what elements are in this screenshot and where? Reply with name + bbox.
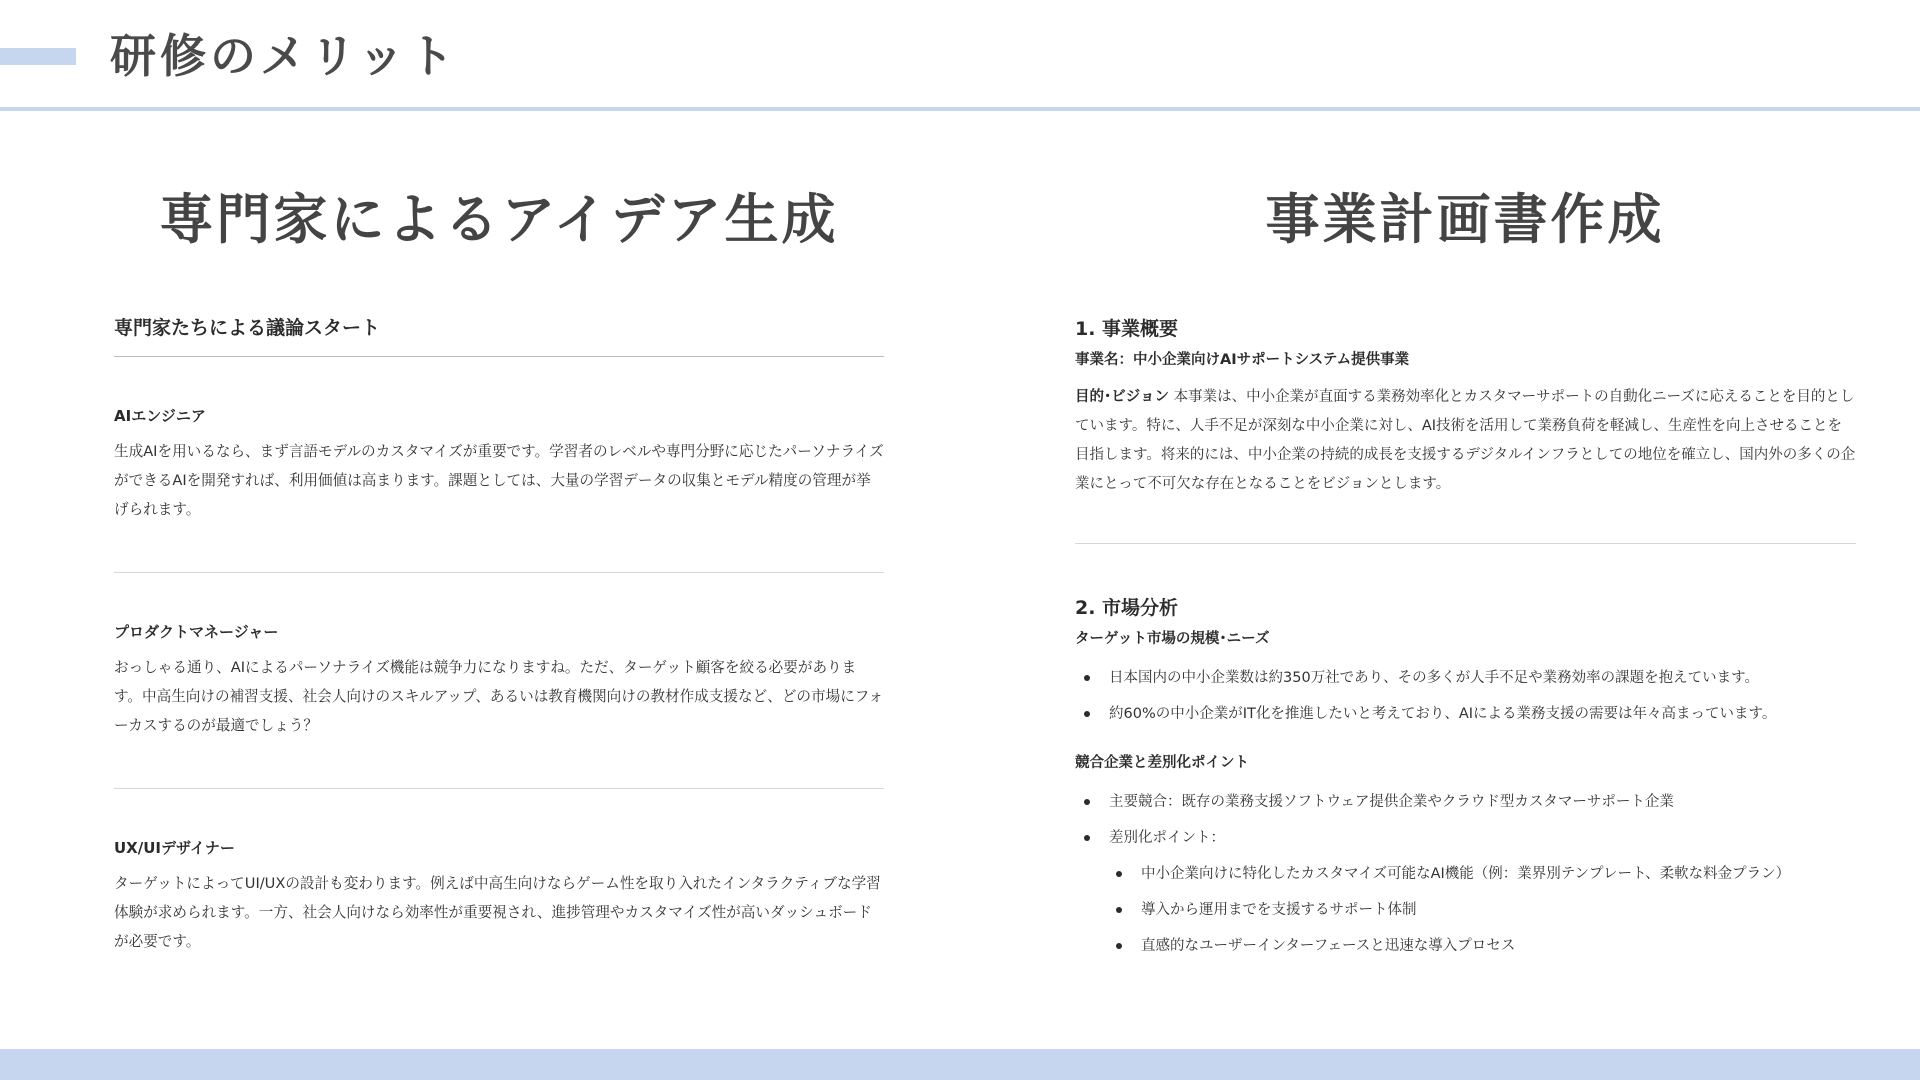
expert-name: AIエンジニア	[114, 407, 206, 425]
expert-name: プロダクトマネージャー	[114, 623, 279, 641]
business-name: 事業名：中小企業向けAIサポートシステム提供事業	[1075, 352, 1410, 368]
expert-text: ターゲットによってUI/UXの設計も変わります。例えば中高生向けならゲーム性を取り入れたインタラクティブな学習体験が求められます。一方、社会人向けなら効率性が重要視され、進捗管理やカスタマイズ性が高いダッシュボードが必要です。	[114, 875, 881, 950]
expert-text: 生成AIを用いるなら、まず言語モデルのカスタマイズが重要です。学習者のレベルや専門分野に応じたパーソナライズができるAIを開発すれば、利用価値は高まります。課題としては、大量の学習データの収集とモデル精度の管理が挙げられます。	[114, 443, 884, 518]
competition-label: 競合企業と差別化ポイント	[1075, 755, 1249, 771]
list-item: 差別化ポイント：	[1075, 820, 1856, 856]
vision-text: 本事業は、中小企業が直面する業務効率化とカスタマーサポートの自動化ニーズに応えることを目的としています。特に、人手不足が深刻な中小企業に対し、AI技術を活用して業務負荷を軽減し、生産性を向上させることを目指します。将来的には、中小企業の持続的成長を支援するデジタルインフラとしての地位を確立し、国内外の多くの企業にとって不可欠な存在となることをビジョンとします。	[1075, 389, 1856, 492]
expert-text: おっしゃる通り、AIによるパーソナライズ機能は競争力になりますね。ただ、ターゲット顧客を絞る必要があります。中高生向けの補習支援、社会人向けのスキルアップ、あるいは教育機関向けの教材作成支援など、どの市場にフォーカスするのが最適でしょう？	[114, 659, 884, 734]
market-bullet-list	[1075, 660, 1856, 732]
section-title: 1. 事業概要	[1075, 318, 1179, 340]
market-label: ターゲット市場の規模･ニーズ	[1075, 631, 1270, 647]
discussion-heading: 専門家たちによる議論スタート	[114, 312, 884, 357]
title-divider	[0, 107, 1920, 111]
sub-list-item: 導入から運用までを支援するサポート体制	[1075, 892, 1856, 928]
expert-name: UX/UIデザイナー	[114, 839, 235, 857]
vision-label: 目的･ビジョン	[1075, 389, 1169, 405]
expert-comment-product-manager	[114, 573, 884, 740]
expert-comment-ux-designer	[114, 789, 884, 956]
section-title: 2. 市場分析	[1075, 597, 1179, 619]
business-overview-section	[1075, 313, 1856, 499]
slide-title: 研修のメリット	[110, 29, 459, 83]
expert-discussion-column	[114, 312, 884, 956]
section-divider	[1075, 543, 1856, 544]
list-item: 約60%の中小企業がIT化を推進したいと考えており、AIによる業務支援の需要は年々高まっています。	[1075, 696, 1856, 732]
expert-comment-ai-engineer	[114, 357, 884, 524]
footer-band	[0, 1049, 1920, 1080]
market-analysis-section	[1075, 592, 1856, 964]
list-item: 日本国内の中小企業数は約350万社であり、その多くが人手不足や業務効率の課題を抱えています。	[1075, 660, 1856, 696]
business-plan-column	[1075, 313, 1856, 964]
title-accent-bar	[0, 48, 76, 65]
left-column-heading: 専門家によるアイデア生成	[159, 188, 839, 251]
list-item: 主要競合：既存の業務支援ソフトウェア提供企業やクラウド型カスタマーサポート企業	[1075, 784, 1856, 820]
vision-paragraph	[1075, 383, 1856, 499]
sub-list-item: 直感的なユーザーインターフェースと迅速な導入プロセス	[1075, 928, 1856, 964]
competition-bullet-list	[1075, 784, 1856, 964]
right-column-heading: 事業計画書作成	[1265, 188, 1665, 251]
sub-list-item: 中小企業向けに特化したカスタマイズ可能なAI機能（例：業界別テンプレート、柔軟な料金プラン）	[1075, 856, 1856, 892]
